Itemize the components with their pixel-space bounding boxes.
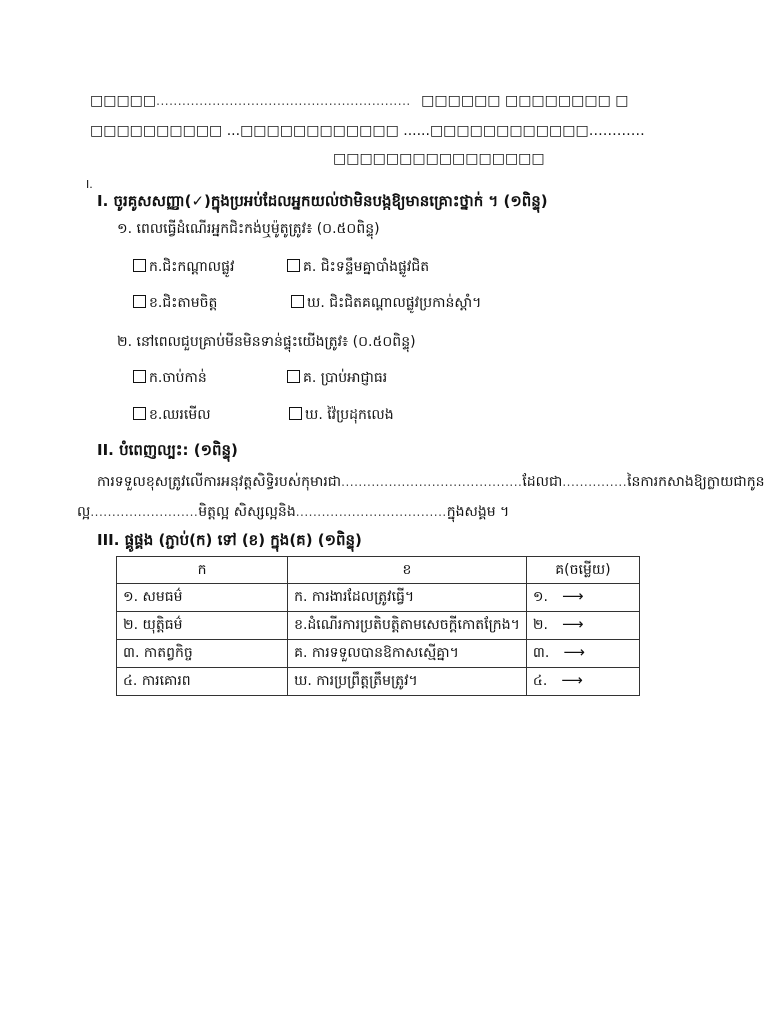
definition-cell: គ. ការទទួលបានឱកាសស្មើគ្នា។ (288, 640, 527, 668)
fill-in-blank[interactable]: ................................... (295, 505, 447, 519)
definition-cell: ឃ. ការប្រព្រឹត្តត្រឹមត្រូវ។ (288, 668, 527, 696)
fill-in-text: ដែលជា (522, 474, 563, 490)
checkbox-icon[interactable] (133, 370, 146, 383)
q1-option-a-label: ក.ជិះកណ្តាលផ្លូវ (149, 259, 235, 275)
header-label: □□□□□ (90, 93, 157, 109)
answer-number: ១. (532, 589, 548, 605)
checkbox-icon[interactable] (289, 407, 302, 420)
definition-cell: ក. ការងារដែលត្រូវធ្វើ។ (288, 584, 527, 612)
fill-in-text: ក្នុងសង្គម ។ (446, 504, 510, 520)
table-row (117, 584, 640, 612)
q1-option-c-label: គ. ជិះទន្ទឹមគ្នាបាំងផ្លូវជិត (303, 259, 430, 275)
q1-option-d-label: ឃ. ជិះជិតគណ្តាលផ្លូវប្រកាន់ស្តាំ។ (307, 295, 482, 311)
arrow-right-icon: ⟶ (561, 671, 583, 689)
answer-number: ២. (532, 617, 548, 633)
q2-option-c[interactable] (287, 369, 387, 387)
fill-in-text: មិត្តល្អ សិស្សល្អនិង (198, 504, 296, 520)
fill-in-blank[interactable]: ............... (562, 475, 628, 489)
q1-option-b-label: ខ.ជិះតាមចិត្ត (149, 295, 218, 311)
section-1-heading: I. ចូរគូសសញ្ញា(✓)ក្នុងប្រអប់ដែលអ្នកយល់ថាមិនបង្កឱ្យមានគ្រោះថ្នាក់ ។ (១ពិន្ទុ) (97, 192, 548, 210)
term-cell: ១. សមធម៌ (117, 584, 288, 612)
q1-option-b[interactable] (133, 294, 217, 312)
definition-cell: ខ.ដំណើរការប្រតិបត្តិតាមសេចក្តីកោតក្រែង។ (288, 612, 527, 640)
q2-option-d-label: ឃ. វ៉ៃប្រដុកលេង (305, 407, 394, 423)
checkbox-icon[interactable] (287, 370, 300, 383)
q1-prompt: ១. ពេលធ្វើដំណើរអ្នកជិះកង់ឬម៉ូតូត្រូវ៖ (០.៥០ពិន្ទុ) (117, 221, 380, 237)
term-cell: ៣. កាតព្វកិច្ច (117, 640, 288, 668)
checkbox-icon[interactable] (133, 407, 146, 420)
checkbox-icon[interactable] (291, 295, 304, 308)
fill-in-line-2 (77, 503, 509, 521)
section-3-heading: III. ផ្គូផ្គង (ភ្ជាប់(ក) ទៅ (ខ) ក្នុង(គ) (១ពិន្ទុ) (97, 531, 362, 549)
column-header-a: ក (117, 557, 288, 584)
q1-option-a[interactable] (133, 258, 234, 276)
arrow-right-icon: ⟶ (563, 643, 585, 661)
q1-option-c[interactable] (287, 258, 429, 276)
arrow-right-icon: ⟶ (561, 615, 584, 633)
fill-in-line-1 (97, 473, 765, 491)
table-row (117, 668, 640, 696)
q2-option-d[interactable] (289, 406, 394, 424)
header-dots: ........................................................... (156, 94, 411, 108)
table-header-row (117, 557, 640, 584)
roman-numeral-mark: I. (86, 178, 93, 191)
table-row (117, 612, 640, 640)
answer-cell[interactable] (526, 584, 639, 612)
header-subtitle: □□□□□□□□□□□□□□□□ (333, 151, 545, 167)
answer-number: ៤. (532, 673, 548, 689)
fill-in-blank[interactable]: ......................... (90, 505, 199, 519)
header-line-2: □□□□□□□□□□ ...□□□□□□□□□□□□ ......□□□□□□□□□□□□………… (90, 123, 645, 139)
fill-in-text: ល្អ (77, 504, 91, 520)
header-right-text: □□□□□□ □□□□□□□□ □ (421, 93, 629, 109)
checkbox-icon[interactable] (133, 295, 146, 308)
header-line-1 (90, 92, 628, 110)
checkbox-icon[interactable] (287, 259, 300, 272)
answer-cell[interactable] (526, 668, 639, 696)
checkbox-icon[interactable] (133, 259, 146, 272)
term-cell: ២. យុត្តិធម៌ (117, 612, 288, 640)
term-cell: ៤. ការគោរព (117, 668, 288, 696)
q2-option-b-label: ខ.ឈរមើល (149, 407, 211, 423)
arrow-right-icon: ⟶ (561, 587, 584, 605)
q2-option-c-label: គ. ប្រាប់អាជ្ញាធរ (303, 370, 388, 386)
fill-in-blank[interactable]: .......................................... (341, 475, 523, 489)
table-row (117, 640, 640, 668)
answer-cell[interactable] (526, 612, 639, 640)
q2-option-a[interactable] (133, 369, 207, 387)
q2-prompt: ២. នៅពេលជួបគ្រាប់មីនមិនទាន់ផ្ទុះយើងត្រូវ៖ (០.៥០ពិន្ទុ) (117, 334, 416, 350)
fill-in-text: នៃការកសាងឱ្យក្លាយជាកូន (627, 474, 765, 490)
answer-cell[interactable] (526, 640, 639, 668)
column-header-b: ខ (288, 557, 527, 584)
answer-number: ៣. (532, 645, 550, 661)
q2-option-b[interactable] (133, 406, 211, 424)
matching-table (116, 556, 640, 696)
fill-in-text: ការទទួលខុសត្រូវលើការអនុវត្តសិទ្ធិរបស់កុមារជា (97, 474, 342, 490)
section-2-heading: II. បំពេញល្បះ: (១ពិន្ទុ) (97, 441, 238, 459)
column-header-answer: គ(ចម្លើយ) (526, 557, 639, 584)
q2-option-a-label: ក.ចាប់កាន់ (149, 370, 207, 386)
q1-option-d[interactable] (291, 294, 481, 312)
